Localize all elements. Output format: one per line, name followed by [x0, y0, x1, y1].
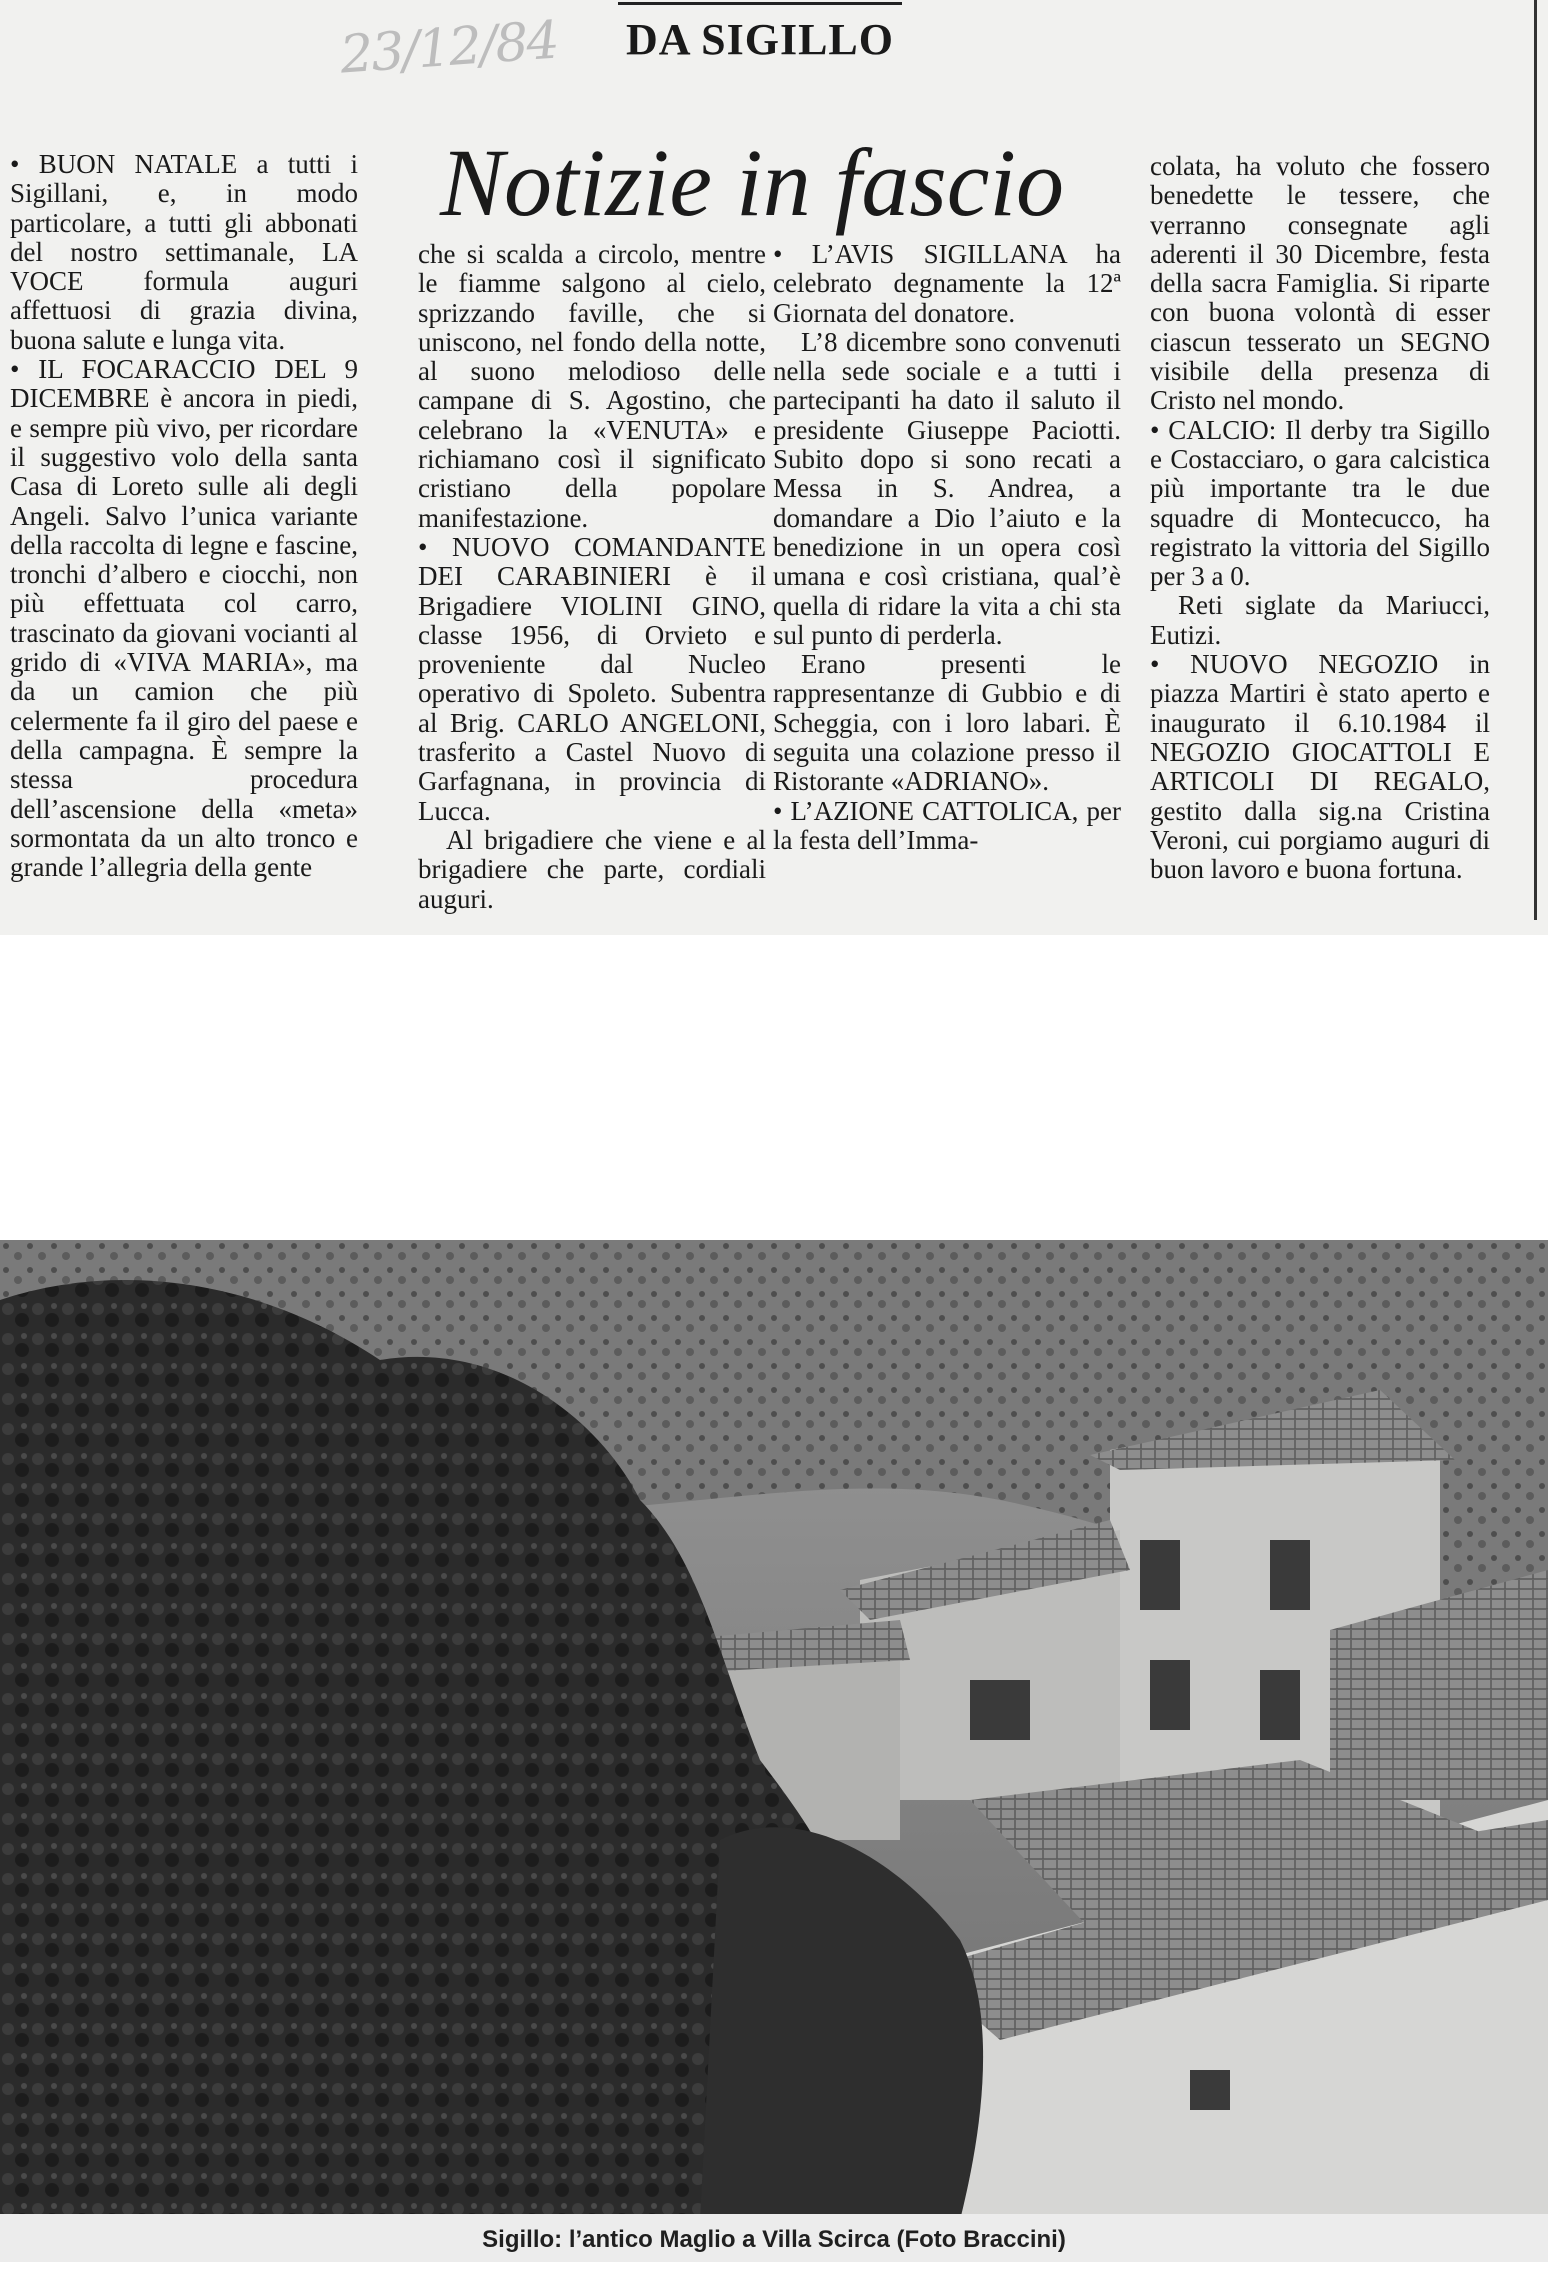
paragraph: • L’AVIS SIGILLANA ha celebrato degnamente la 12ª Giornata del donatore.: [773, 239, 1121, 328]
article-column-1: [10, 150, 358, 882]
section-rule: [618, 2, 902, 5]
clipping-edge: [1534, 0, 1537, 920]
paragraph: che si scalda a circolo, mentre le fiamme salgono al cielo, sprizzando faville, che si uniscono, nel fondo della notte, al suono melodioso delle campane di S. Agostino, che celebrano la «VENUTA» e richiamano così il significato cristiano della popolare manifestazione.: [418, 239, 766, 533]
article-column-2: [418, 240, 766, 914]
paragraph: • BUON NATALE a tutti i Sigillani, e, in modo particolare, a tutti gli abbonati del nostro settimanale, LA VOCE formula auguri affettuosi di grazia divina, buona salute e lunga vita.: [10, 149, 358, 355]
handwritten-date: 23/12/84: [338, 10, 560, 86]
article-headline: Notizie in fascio: [440, 129, 1064, 236]
paragraph: • CALCIO: Il derby tra Sigillo e Costacciaro, o gara calcistica più importante tra le due squadre di Montecucco, ha registrato la vittoria del Sigillo per 3 a 0.: [1150, 414, 1490, 592]
newspaper-clipping: [0, 0, 1548, 935]
paragraph: colata, ha voluto che fossero benedette le tessere, che verranno consegnate agli aderenti il 30 Dicembre, festa della sacra Famiglia. Si riparte con buona volontà di esser ciascun tesserato un SEGNO visibile della presenza di Cristo nel mondo.: [1150, 151, 1490, 416]
photo-image: [0, 1240, 1548, 2220]
paragraph: Reti siglate da Mariucci, Eutizi.: [1150, 590, 1490, 650]
article-column-4: [1150, 152, 1490, 884]
section-title: DA SIGILLO: [626, 15, 894, 64]
paragraph: • IL FOCARACCIO DEL 9 DICEMBRE è ancora in piedi, e sempre più vivo, per ricordare il suggestivo volo della santa Casa di Loreto sulle ali degli Angeli. Salvo l’unica variante della raccolta di legne e fascine, tronchi d’albero e ciocchi, non più effettuata col carro, trascinato da giovani vocianti al grido di «VIVA MARIA», ma da un camion che più celermente fa il giro del paese e della campagna. È sempre la stessa procedura dell’ascensione della «meta» sormontata da un alto tronco e grande l’allegria della gente: [10, 354, 358, 883]
paragraph: Erano presenti le rappresentanze di Gubbio e di Scheggia, con i loro labari. È seguita una colazione presso il Ristorante «ADRIANO».: [773, 649, 1121, 797]
paragraph: Al brigadiere che viene e al brigadiere che parte, cordiali auguri.: [418, 824, 766, 914]
paragraph: L’8 dicembre sono convenuti nella sede sociale e a tutti i partecipanti ha dato il saluto il presidente Giuseppe Paciotti. Subito dopo si sono recati a Messa in S. Andrea, a domandare a Dio l’aiuto e la benedizione in un opera così umana e così cristiana, qual’è quella di ridare la vita a chi sta sul punto di perderla.: [773, 326, 1121, 650]
village-photo: [0, 1240, 1548, 2220]
paragraph: • L’AZIONE CATTOLICA, per la festa dell’Imma-: [773, 795, 1121, 855]
article-column-3: [773, 240, 1121, 855]
photo-caption: Sigillo: l’antico Maglio a Villa Scirca (Foto Braccini): [482, 2226, 1066, 2253]
paragraph: • NUOVO NEGOZIO in piazza Martiri è stato aperto e inaugurato il 6.10.1984 il NEGOZIO GIOCATTOLI E ARTICOLI DI REGALO, gestito dalla sig.na Cristina Veroni, cui porgiamo auguri di buon lavoro e buona fortuna.: [1150, 649, 1490, 885]
paragraph: • NUOVO COMANDANTE DEI CARABINIERI è il Brigadiere VIOLINI GINO, classe 1956, di Orvieto e proveniente dal Nucleo operativo di Spoleto. Subentra al Brig. CARLO ANGELONI, trasferito a Castel Nuovo di Garfagnana, in provincia di Lucca.: [418, 531, 766, 826]
